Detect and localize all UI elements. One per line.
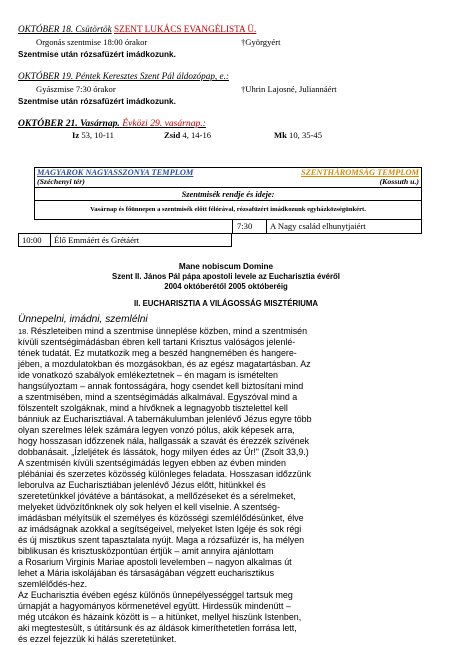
letter-body [18, 326, 434, 645]
paragraph-line: hogy hosszasan időzzenek nála, hallgassák a szavát és érezzék szívének [18, 436, 310, 446]
event-mass: Gyászmise 7:30 órakor [36, 84, 116, 94]
schedule-title: Szentmisék rendje és ideje: [35, 188, 421, 201]
mass-1-row [232, 220, 422, 234]
event-note: Szentmise után rózsafüzért imádkozunk. [18, 97, 176, 106]
reading-1 [72, 130, 164, 141]
reading-label: Iz [72, 130, 80, 140]
paragraph-line: szemlélődés-hez. [18, 579, 88, 589]
churches-row [35, 168, 421, 188]
mass-schedule-table [34, 167, 422, 220]
paragraph-line: leborulva az Eucharisztiában jelenlévő Jézus előtt, hitünkkel és [18, 480, 266, 490]
event-feast: Keresztes Szent Pál áldozópap, e.: [102, 71, 229, 81]
church-2-name: SZENTHÁROMSÁG TEMPLOM [301, 168, 419, 177]
schedule-note: Vasárnap és főünnepen a szentmisék előtt félórával, rózsafüzért imádkozunk egyházközségünkért. [90, 206, 366, 213]
paragraph-line: lehet a Mária iskolájában és társaságában végzett eucharisztikus [18, 568, 275, 578]
paragraph-line: a Rosarium Virginis Mariae apostoli levelemben – nagyon alkalmas út [18, 557, 292, 567]
church-1-name: MAGYAROK NAGYASSZONYA TEMPLOM [37, 168, 194, 177]
paragraph-line: dobbanásait. „Ízleljétek és lássátok, hogy milyen édes az Úr!" (Zsolt 33,9.) [18, 447, 309, 457]
paragraph-line: tének tudatát. Ez mutatkozik meg a beszéd hangnemében és hangere- [18, 348, 297, 358]
paragraph-line: biblikusan és krisztusközpontúan értjük – amit annyira ajánlottam [18, 546, 274, 556]
reading-3 [274, 130, 322, 141]
paragraph-line: ide vonatkozó szabályok emlékeztetnek – én magam is ismételten [18, 370, 278, 380]
event-mass: Orgonás szentmise 18:00 órakor [36, 37, 148, 47]
paragraph-line: hangsúlyoztam – annak fontosságára, hogy csendet kell biztosítani mind [18, 381, 304, 391]
sunday-date: OKTÓBER 21. Vasárnap. [18, 118, 120, 129]
paragraph-line: úrnapját a hagyományos körmenetével együtt. Hirdessük mindenütt – [18, 601, 291, 611]
event-intention: †Györgyért [241, 37, 281, 47]
letter-title: Mane nobiscum Domine [178, 262, 274, 271]
bulletin-page [18, 24, 434, 141]
event-date: OKTÓBER 19. Péntek [18, 71, 101, 81]
mass-2-intention: Élő Emmáért és Grétáért [54, 235, 140, 245]
paragraph-line: kívüli szentségimádásban ébren kell tartani Krisztus valóságos jelenlé- [18, 337, 296, 347]
paragraph-line: Részleteiben mind a szentmise ünneplése közben, mind a szentmisén [30, 326, 308, 336]
reading-2 [164, 130, 274, 141]
reading-label: Zsid [164, 130, 181, 140]
paragraph-line: bánniuk az Eucharisztiával. A tabernákulumban jelenlévő Jézus egyre több [18, 414, 312, 424]
paragraph-line: olyan szerelmes lélek számára legyen vonzó pólus, akik képesek arra, [18, 425, 295, 435]
letter-section [18, 262, 434, 645]
event-note: Szentmise után rózsafüzért imádkozunk. [18, 50, 176, 59]
paragraph-line: A szentmisén kívüli szentségimádás legyen ebben az évben minden [18, 458, 286, 468]
paragraph-line: fölszentelt szolgáknak, mind a hívőknek a legnagyobb tisztelettel kell [18, 403, 288, 413]
paragraph-number: 18. [18, 327, 29, 336]
church-2-location: (Kossuth u.) [379, 177, 419, 186]
paragraph-line: és ezzel fejezzük ki hálás szeretetünket. [18, 634, 177, 644]
paragraph-line: a szentmisében, mind a szentségimádás alkalmával. Egyszóval mind a [18, 392, 298, 402]
paragraph-heading: Ünnepelni, imádni, szemlélni [18, 314, 148, 325]
paragraph-line: jében, a mozdulatokban és mozgásokban, és az egész magatartásban. Az [18, 359, 311, 369]
mass-2-row [18, 233, 232, 247]
event-oct-18 [18, 24, 434, 60]
reading-label: Mk [274, 130, 287, 140]
paragraph-line: imádásban mélyítsük el személyes és közösségi szemlélődésünket, élve [18, 513, 304, 523]
paragraph-text [18, 326, 312, 644]
mass-1-intention: A Nagy család elhunytjaiért [270, 221, 366, 231]
mass-2-time: 10:00 [19, 234, 51, 246]
reading-ref: 53, 10-11 [81, 130, 114, 140]
sunday-header [18, 118, 434, 141]
paragraph-line: szeretetünkkel jóvátéve a bántásokat, a mellőzéseket és a sérelmeket, [18, 491, 296, 501]
event-oct-19 [18, 71, 434, 107]
paragraph-line: aki megtestesült, s útitársunk és az áldások kimeríthetetlen forrása lett, [18, 623, 297, 633]
letter-dates: 2004 októberétől 2005 októberéig [164, 282, 288, 291]
event-feast: SZENT LUKÁCS EVANGÉLISTA Ü. [113, 24, 257, 34]
paragraph-line: még utcákon és házaink között is – a hitünket, mellyel hiszünk Istenben, [18, 612, 302, 622]
mass-1-time: 7:30 [233, 220, 267, 233]
letter-subtitle: Szent II. János Pál pápa apostoli levele az Eucharisztia évéről [112, 272, 340, 281]
sunday-feast: Évközi 29. vasárnap.: [122, 118, 206, 129]
event-date: OKTÓBER 18. Csütörtök [18, 24, 112, 34]
paragraph-line: az imádságnak azokkal a segítségeivel, melyeket Isten Igéje és sok régi [18, 524, 302, 534]
paragraph-line: és új misztikus szent tapasztalata nyújt. Maga a rózsafüzér is, ha mélyen [18, 535, 305, 545]
event-intention: †Uhrin Lajosné, Juliannáért [241, 84, 337, 94]
reading-ref: 4, 14-16 [182, 130, 212, 140]
reading-ref: 10, 35-45 [289, 130, 322, 140]
paragraph-line: melyeket üdvözítőnknek oly sok helyen el kell viselnie. A szentség- [18, 502, 280, 512]
paragraph-line: Az Eucharisztia évében egész különös ünnepélyességgel tartsuk meg [18, 590, 293, 600]
section-heading: II. EUCHARISZTIA A VILÁGOSSÁG MISZTÉRIUMA [133, 299, 319, 308]
church-1-location: (Széchenyi tér) [37, 177, 85, 186]
paragraph-line: plébániai és szerzetes közösség különleges feladata. Hosszasan időzzünk [18, 469, 312, 479]
